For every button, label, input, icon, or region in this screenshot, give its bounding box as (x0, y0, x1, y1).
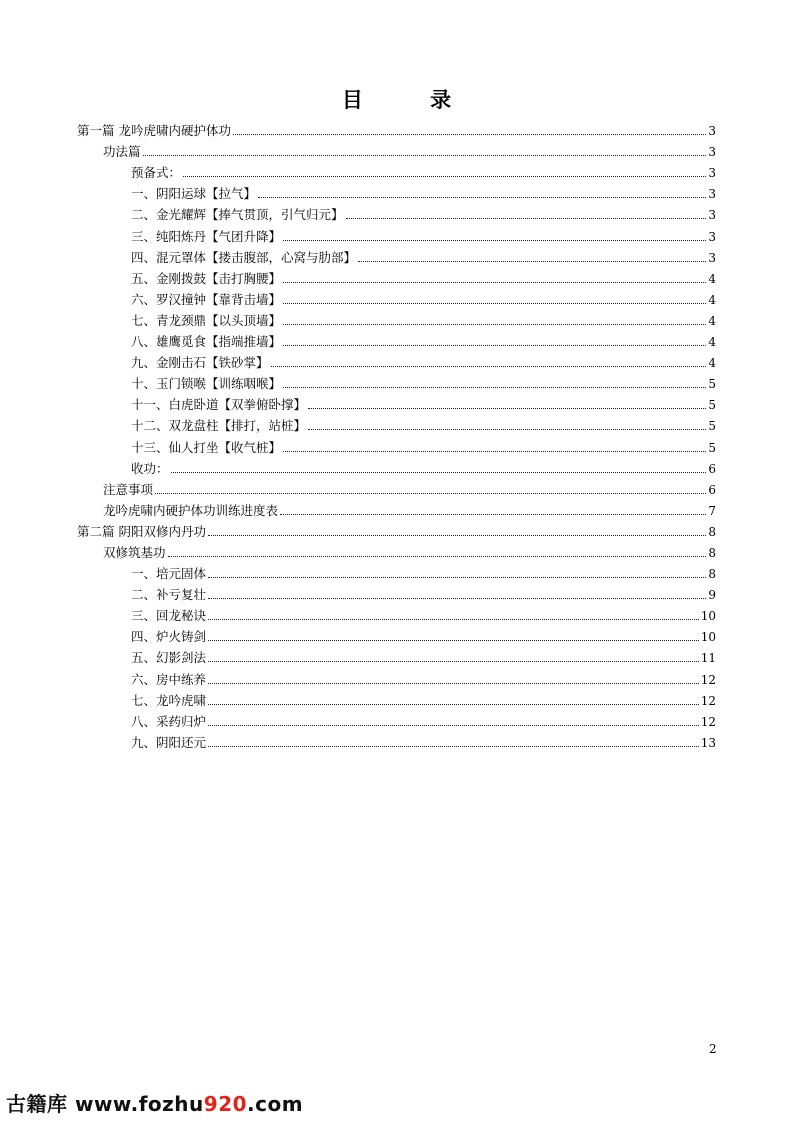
toc-entry-label: 九、金刚击石【铁砂掌】 (131, 355, 269, 371)
toc-entry[interactable] (77, 307, 716, 328)
toc-entry-label: 一、培元固体 (131, 566, 207, 582)
toc-entry-label: 二、金光耀辉【捧气贯顶，引气归元】 (131, 207, 344, 223)
toc-entry[interactable] (77, 412, 716, 433)
toc-dot-leader (358, 260, 706, 262)
toc-entry[interactable] (77, 602, 716, 623)
toc-entry[interactable] (77, 159, 716, 180)
toc-dot-leader (208, 597, 706, 599)
toc-entry[interactable] (77, 117, 716, 138)
toc-dot-leader (208, 639, 699, 641)
page-title: 目 录 (341, 88, 482, 112)
toc-dot-leader (208, 745, 699, 747)
toc-entry-page: 3 (708, 187, 716, 202)
toc-entry-page: 4 (708, 313, 716, 328)
toc-entry-page: 5 (708, 440, 716, 455)
toc-entry-label: 五、幻影剑法 (131, 650, 207, 666)
toc-entry-label: 七、青龙颈鼎【以头顶墙】 (131, 312, 282, 328)
toc-dot-leader (208, 576, 706, 578)
toc-entry-page: 3 (708, 250, 716, 265)
toc-dot-leader (283, 281, 706, 283)
toc-entry-label: 九、阴阳还元 (131, 734, 207, 750)
toc-entry-page: 12 (700, 714, 716, 729)
toc-dot-leader (308, 407, 706, 409)
toc-dot-leader (171, 471, 706, 473)
toc-entry[interactable] (77, 138, 716, 159)
toc-entry[interactable] (77, 201, 716, 222)
toc-entry[interactable] (77, 286, 716, 307)
toc-entry[interactable] (77, 729, 716, 750)
toc-entry-label: 三、纯阳炼丹【气团升降】 (131, 228, 282, 244)
toc-entry-page: 12 (700, 672, 716, 687)
toc-entry-page: 4 (708, 292, 716, 307)
toc-dot-leader (283, 302, 706, 304)
toc-entry-label: 收功： (131, 460, 169, 476)
toc-entry-label: 四、混元罩体【搂击腹部，心窝与肋部】 (131, 249, 357, 265)
toc-dot-leader (208, 618, 699, 620)
toc-dot-leader (208, 534, 706, 536)
toc-entry-page: 3 (708, 208, 716, 223)
toc-entry-label: 预备式： (131, 165, 182, 181)
toc-entry-page: 13 (700, 735, 716, 750)
toc-dot-leader (208, 682, 699, 684)
toc-entry-page: 9 (708, 588, 716, 603)
toc-entry[interactable] (77, 391, 716, 412)
toc-dot-leader (280, 513, 706, 515)
toc-entry-page: 4 (708, 356, 716, 371)
toc-entry[interactable] (77, 518, 716, 539)
toc-dot-leader (183, 175, 706, 177)
toc-entry-page: 3 (708, 229, 716, 244)
watermark-highlight: 920 (203, 1092, 248, 1116)
toc-dot-leader (155, 492, 706, 494)
toc-entry-page: 8 (708, 545, 716, 560)
toc-entry[interactable] (77, 349, 716, 370)
toc-entry-label: 五、金刚拨鼓【击打胸腰】 (131, 270, 282, 286)
watermark-suffix: .com (247, 1092, 304, 1116)
toc-dot-leader (308, 428, 706, 430)
toc-entry-label: 二、补亏复壮 (131, 587, 207, 603)
toc-entry-label: 八、采药归炉 (131, 713, 207, 729)
toc-entry[interactable] (77, 244, 716, 265)
toc-entry-label: 十一、白虎卧道【双拳俯卧撑】 (131, 397, 307, 413)
toc-entry-label: 六、罗汉撞钟【靠背击墙】 (131, 291, 282, 307)
toc-entry-page: 5 (708, 419, 716, 434)
toc-entry-label: 第二篇 阴阳双修内丹功 (77, 523, 206, 539)
toc-entry-page: 3 (708, 124, 716, 139)
table-of-contents (77, 117, 716, 750)
toc-dot-leader (283, 450, 706, 452)
toc-dot-leader (168, 555, 706, 557)
toc-entry-page: 4 (708, 271, 716, 286)
toc-entry[interactable] (77, 708, 716, 729)
toc-entry[interactable] (77, 222, 716, 243)
toc-dot-leader (346, 217, 706, 219)
toc-dot-leader (143, 154, 706, 156)
toc-entry-page: 3 (708, 145, 716, 160)
toc-dot-leader (208, 703, 699, 705)
toc-dot-leader (208, 724, 699, 726)
toc-dot-leader (283, 386, 706, 388)
toc-entry-label: 七、龙吟虎啸 (131, 692, 207, 708)
toc-dot-leader (208, 660, 699, 662)
toc-entry-page: 12 (700, 693, 716, 708)
toc-entry[interactable] (77, 665, 716, 686)
toc-entry-page: 4 (708, 335, 716, 350)
toc-dot-leader (233, 133, 706, 135)
toc-entry[interactable] (77, 687, 716, 708)
toc-entry-page: 10 (700, 630, 716, 645)
toc-entry[interactable] (77, 180, 716, 201)
toc-entry-page: 8 (708, 524, 716, 539)
toc-entry[interactable] (77, 370, 716, 391)
toc-entry-label: 四、炉火铸剑 (131, 629, 207, 645)
toc-entry-label: 双修筑基功 (103, 544, 166, 560)
watermark-prefix: 古籍库 www.fozhu (6, 1092, 204, 1116)
toc-entry-label: 一、阴阳运球【拉气】 (131, 186, 257, 202)
toc-entry-label: 十三、仙人打坐【收气桩】 (131, 439, 282, 455)
toc-entry-label: 八、雄鹰觅食【指端推墙】 (131, 334, 282, 350)
toc-entry-page: 6 (708, 461, 716, 476)
toc-entry[interactable] (77, 265, 716, 286)
toc-entry[interactable] (77, 644, 716, 665)
toc-entry[interactable] (77, 476, 716, 497)
toc-entry-page: 5 (708, 398, 716, 413)
page-number: 2 (709, 1042, 717, 1056)
toc-entry-page: 3 (708, 166, 716, 181)
toc-entry-page: 11 (700, 651, 716, 666)
toc-entry-page: 7 (708, 503, 716, 518)
watermark (6, 1088, 303, 1117)
toc-dot-leader (258, 196, 706, 198)
toc-entry[interactable] (77, 539, 716, 560)
toc-entry[interactable] (77, 581, 716, 602)
toc-entry-label: 第一篇 龙吟虎啸内硬护体功 (77, 123, 231, 139)
toc-entry-label: 十、玉门锁喉【训练咽喉】 (131, 376, 282, 392)
toc-entry-label: 十二、双龙盘柱【排打，站桩】 (131, 418, 307, 434)
toc-entry-page: 5 (708, 377, 716, 392)
toc-entry-label: 六、房中练养 (131, 671, 207, 687)
toc-entry-page: 10 (700, 609, 716, 624)
toc-entry-page: 6 (708, 482, 716, 497)
toc-entry-label: 三、回龙秘诀 (131, 608, 207, 624)
toc-entry[interactable] (77, 497, 716, 518)
toc-entry[interactable] (77, 560, 716, 581)
toc-dot-leader (271, 365, 706, 367)
toc-entry[interactable] (77, 623, 716, 644)
toc-dot-leader (283, 239, 706, 241)
toc-entry[interactable] (77, 328, 716, 349)
toc-entry-label: 注意事项 (103, 481, 154, 497)
toc-dot-leader (283, 344, 706, 346)
toc-entry-page: 8 (708, 567, 716, 582)
toc-entry[interactable] (77, 455, 716, 476)
toc-entry-label: 龙吟虎啸内硬护体功训练进度表 (103, 502, 279, 518)
toc-entry-label: 功法篇 (103, 144, 141, 160)
toc-entry[interactable] (77, 433, 716, 454)
toc-dot-leader (283, 323, 706, 325)
